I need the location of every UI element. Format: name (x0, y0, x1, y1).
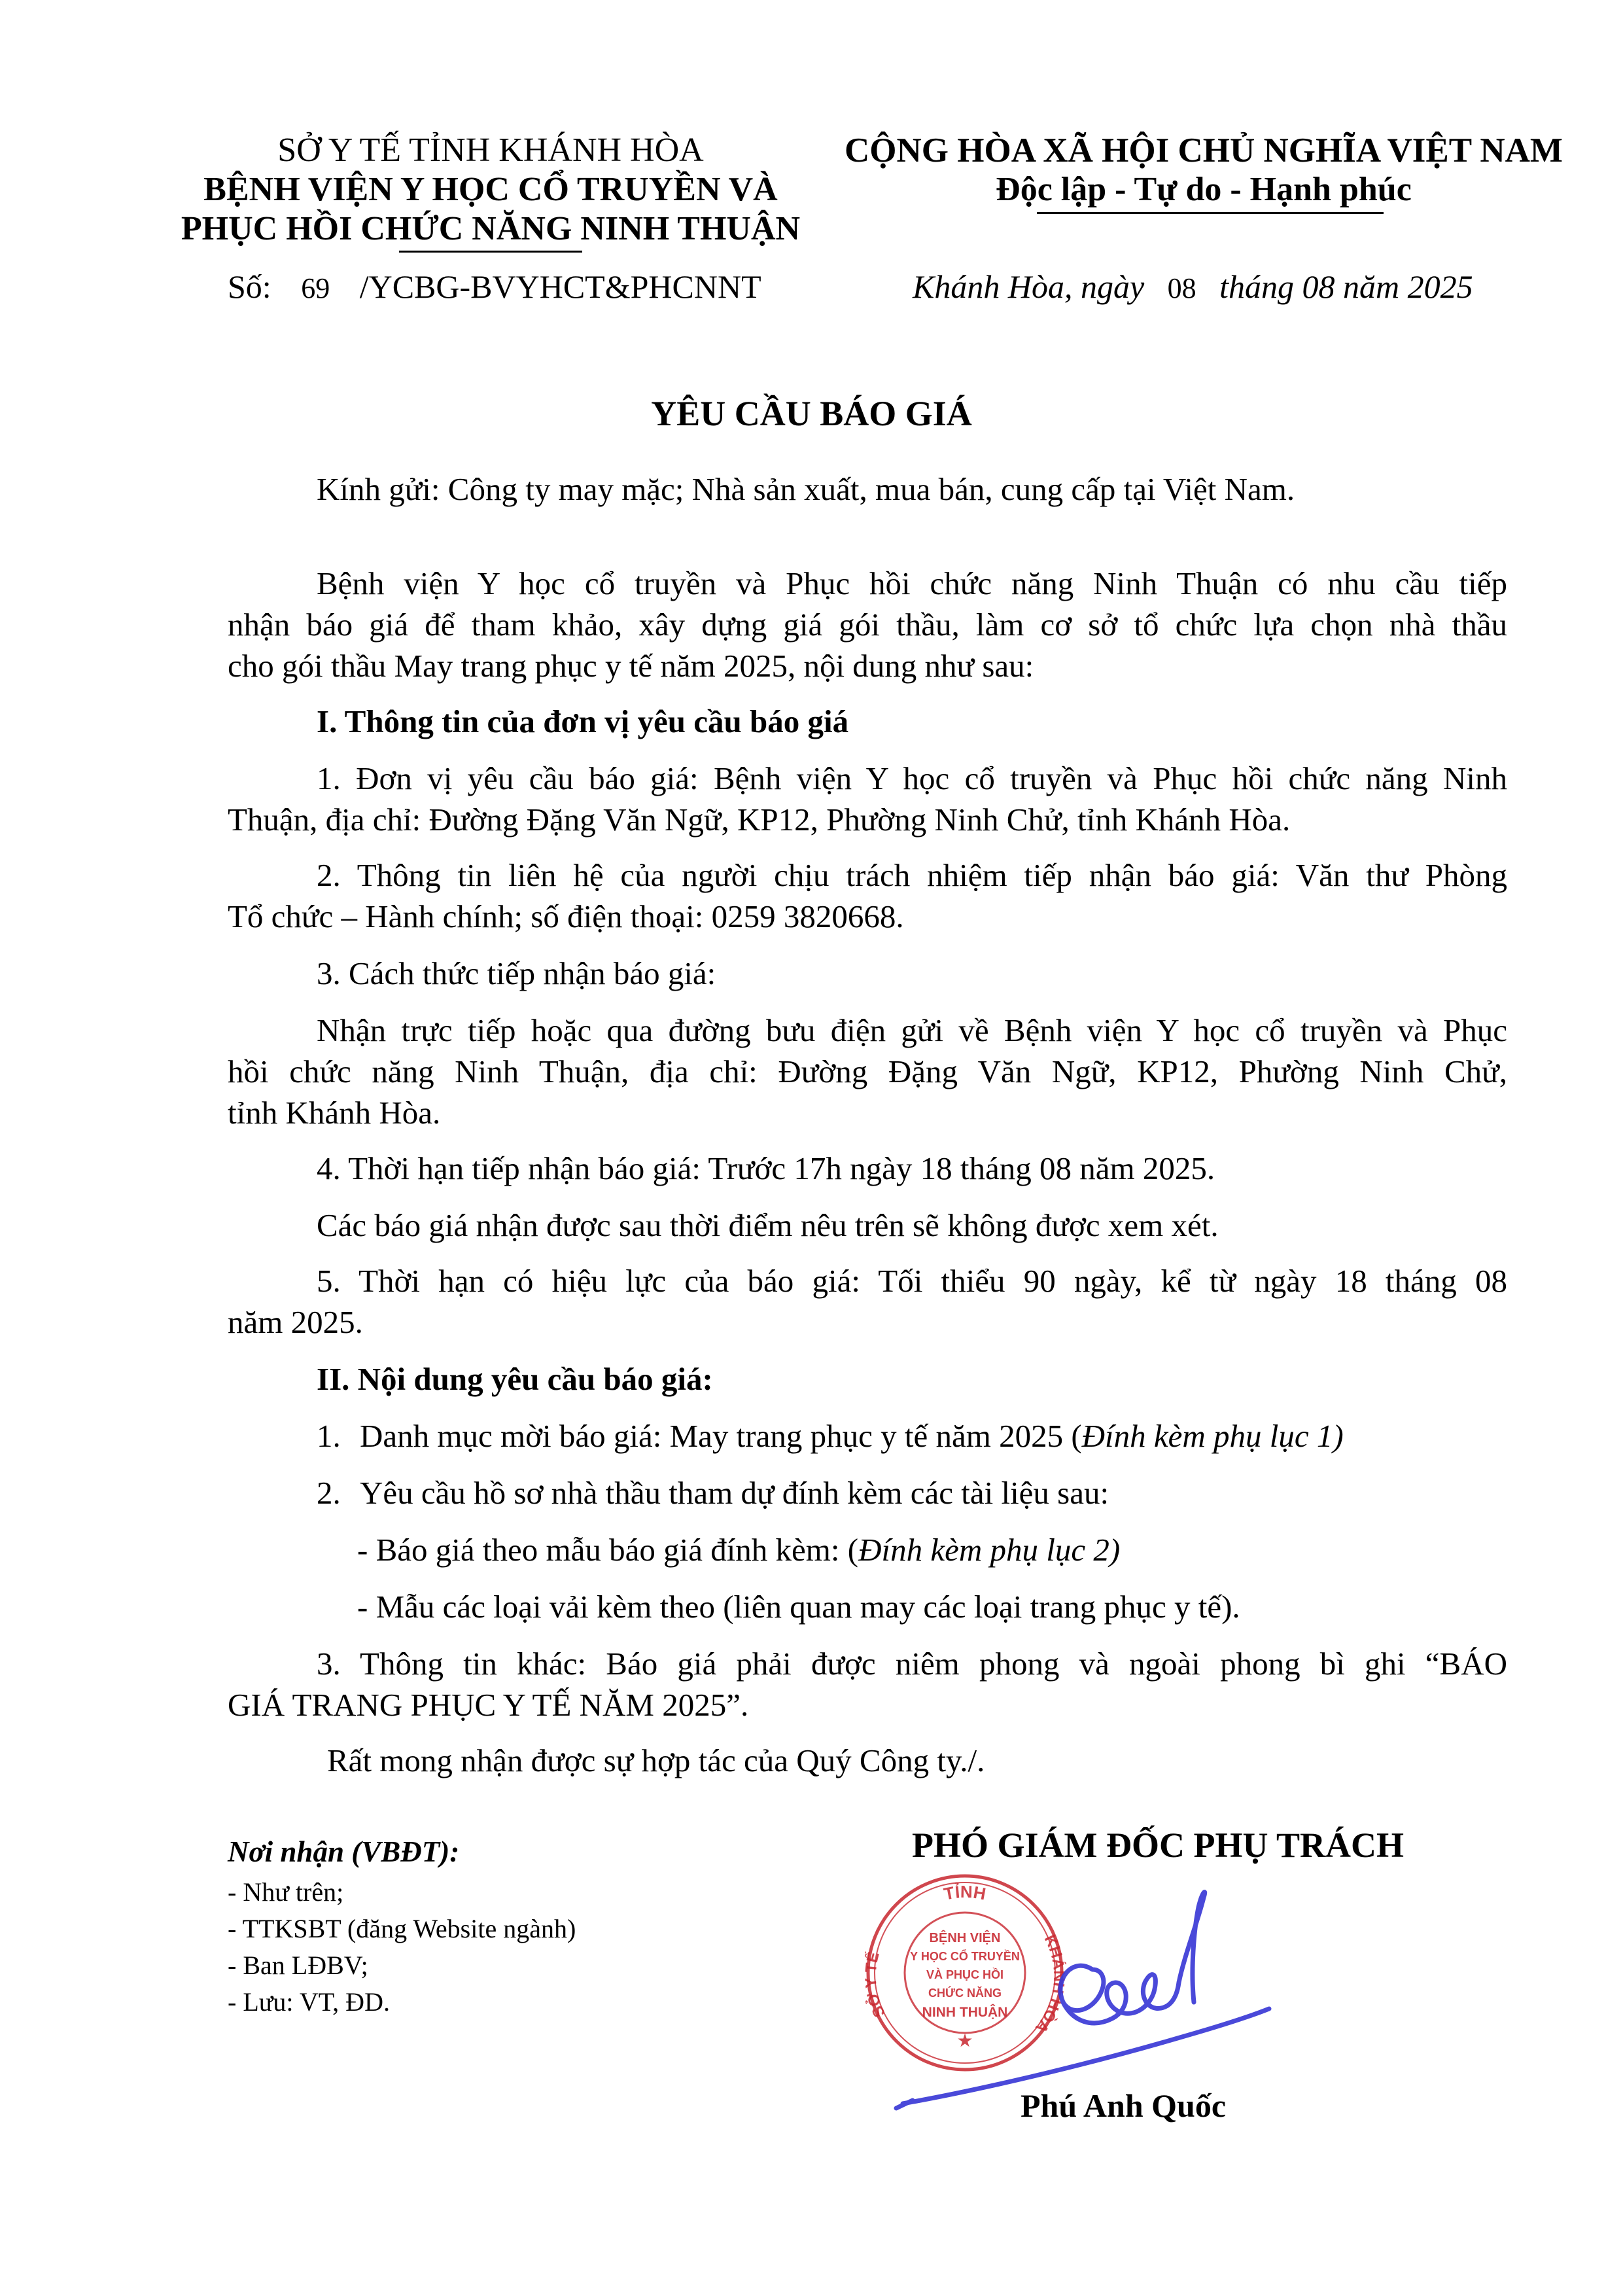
intro-line-3: cho gói thầu May trang phục y tế năm 2025, nội dung như sau: (228, 648, 1034, 684)
section-1-item-2-line-1: 2. Thông tin liên hệ của người chịu trách nhiệm tiếp nhận báo giá: Văn thư Phòng (317, 857, 1507, 893)
stamp-star-icon: ★ (956, 2031, 973, 2051)
section-1-item-3-line-3: tỉnh Khánh Hòa. (228, 1095, 441, 1131)
section-2-item-2 (317, 1472, 1109, 1513)
doc-number-label: Số: (228, 268, 271, 305)
header-right (844, 131, 1563, 209)
recipients-block (228, 1832, 576, 2021)
stamp-top-text: TỈNH (942, 1881, 988, 1904)
header-right-divider (1037, 212, 1384, 214)
section-2-item-2-text: Yêu cầu hồ sơ nhà thầu tham dự đính kèm các tài liệu sau: (360, 1475, 1109, 1511)
closing-line: Rất mong nhận được sự hợp tác của Quý Công ty./. (327, 1742, 985, 1778)
section-1-item-3: 3. Cách thức tiếp nhận báo giá: (317, 955, 716, 991)
stamp-line-4: CHỨC NĂNG (928, 1987, 1002, 2000)
hospital-name-line1: BỆNH VIỆN Y HỌC CỔ TRUYỀN VÀ (203, 171, 778, 208)
doc-number-code: /YCBG-BVYHCT&PHCNNT (359, 268, 761, 305)
recipients-heading: Nơi nhận (VBĐT): (228, 1835, 460, 1868)
section-2-bullet-2: - Mẫu các loại vải kèm theo (liên quan may các loại trang phục y tế). (357, 1589, 1240, 1625)
recipient-line: Kính gửi: Công ty may mặc; Nhà sản xuất, mua bán, cung cấp tại Việt Nam. (317, 471, 1295, 507)
date-day: 08 (1167, 272, 1196, 304)
section-2-item-1-number: 1. (317, 1418, 341, 1454)
section-2-bullet-1 (357, 1529, 1120, 1570)
stamp-left-text: SỞ Y TẾ (864, 1950, 889, 2021)
date-prefix: Khánh Hòa, ngày (913, 268, 1145, 305)
section-2-heading: II. Nội dung yêu cầu báo giá: (317, 1361, 713, 1397)
stamp-line-1: BỆNH VIỆN (929, 1931, 1001, 1945)
section-1-item-4: 4. Thời hạn tiếp nhận báo giá: Trước 17h ngày 18 tháng 08 năm 2025. (317, 1150, 1215, 1186)
section-1-item-2-line-2: Tổ chức – Hành chính; số điện thoại: 0259 3820668. (228, 898, 904, 934)
national-title: CỘNG HÒA XÃ HỘI CHỦ NGHĨA VIỆT NAM (845, 132, 1563, 169)
section-2-item-3-line-2: GIÁ TRANG PHỤC Y TẾ NĂM 2025”. (228, 1687, 749, 1723)
stamp-right-text: KHÁNH HÒA (1032, 1932, 1066, 2036)
recipient-item: - Như trên; (228, 1877, 344, 1907)
document-number (228, 267, 761, 308)
page-title: YÊU CẦU BÁO GIÁ (651, 394, 972, 433)
recipient-item: - TTKSBT (đăng Website ngành) (228, 1914, 576, 1943)
section-2-item-1-attachment: Đính kèm phụ lục 1) (1081, 1418, 1344, 1454)
agency-name: SỞ Y TẾ TỈNH KHÁNH HÒA (277, 132, 704, 169)
section-1-item-1-line-1: 1. Đơn vị yêu cầu báo giá: Bệnh viện Y học cổ truyền và Phục hồi chức năng Ninh (317, 760, 1507, 796)
section-2-item-3-line-1: 3. Thông tin khác: Báo giá phải được niêm phong và ngoài phong bì ghi “BÁO (317, 1646, 1507, 1682)
stamp-line-2: Y HỌC CỔ TRUYỀN (910, 1950, 1020, 1963)
section-1-heading: I. Thông tin của đơn vị yêu cầu báo giá (317, 703, 849, 739)
signer-name: Phú Anh Quốc (1021, 2087, 1227, 2124)
intro-line-1: Bệnh viện Y học cổ truyền và Phục hồi chức năng Ninh Thuận có nhu cầu tiếp (317, 565, 1507, 601)
section-1-item-5-line-2: năm 2025. (228, 1304, 363, 1340)
header-left-divider (399, 251, 582, 253)
stamp-line-5: NINH THUẬN (922, 2005, 1008, 2020)
national-motto: Độc lập - Tự do - Hạnh phúc (996, 171, 1412, 208)
handwritten-signature (877, 1871, 1282, 2120)
doc-number-value: 69 (301, 272, 330, 304)
section-2-item-1 (317, 1415, 1344, 1457)
section-2-bullet-1-attachment: Đính kèm phụ lục 2) (858, 1532, 1121, 1568)
signer-position: PHÓ GIÁM ĐỐC PHỤ TRÁCH (912, 1826, 1404, 1865)
section-1-item-3-line-2: hồi chức năng Ninh Thuận, địa chỉ: Đường Đặng Văn Ngữ, KP12, Phường Ninh Chử, (228, 1053, 1507, 1089)
recipient-item: - Lưu: VT, ĐD. (228, 1987, 390, 2017)
intro-line-2: nhận báo giá để tham khảo, xây dựng giá gói thầu, làm cơ sở tổ chức lựa chọn nhà thầu (228, 607, 1507, 643)
date-suffix: tháng 08 năm 2025 (1219, 268, 1473, 305)
section-1-item-4-note: Các báo giá nhận được sau thời điểm nêu trên sẽ không được xem xét. (317, 1207, 1219, 1243)
section-1-item-1-line-2: Thuận, địa chỉ: Đường Đặng Văn Ngữ, KP12, Phường Ninh Chử, tỉnh Khánh Hòa. (228, 802, 1291, 838)
section-2-item-2-number: 2. (317, 1475, 341, 1511)
section-2-item-1-text: Danh mục mời báo giá: May trang phục y tế năm 2025 ( (360, 1418, 1082, 1454)
section-1-item-3-line-1: Nhận trực tiếp hoặc qua đường bưu điện gửi về Bệnh viện Y học cổ truyền và Phục (317, 1012, 1507, 1048)
hospital-name-line2: PHỤC HỒI CHỨC NĂNG NINH THUẬN (181, 210, 801, 247)
section-2-bullet-1-text: - Báo giá theo mẫu báo giá đính kèm: ( (357, 1532, 859, 1568)
signature-ink-graphic (877, 1871, 1282, 2120)
document-date (913, 267, 1473, 308)
header-left (164, 131, 818, 249)
section-1-item-5-line-1: 5. Thời hạn có hiệu lực của báo giá: Tối thiểu 90 ngày, kể từ ngày 18 tháng 08 (317, 1263, 1507, 1299)
recipient-item: - Ban LĐBV; (228, 1951, 368, 1980)
stamp-line-3: VÀ PHỤC HỒI (926, 1968, 1004, 1981)
